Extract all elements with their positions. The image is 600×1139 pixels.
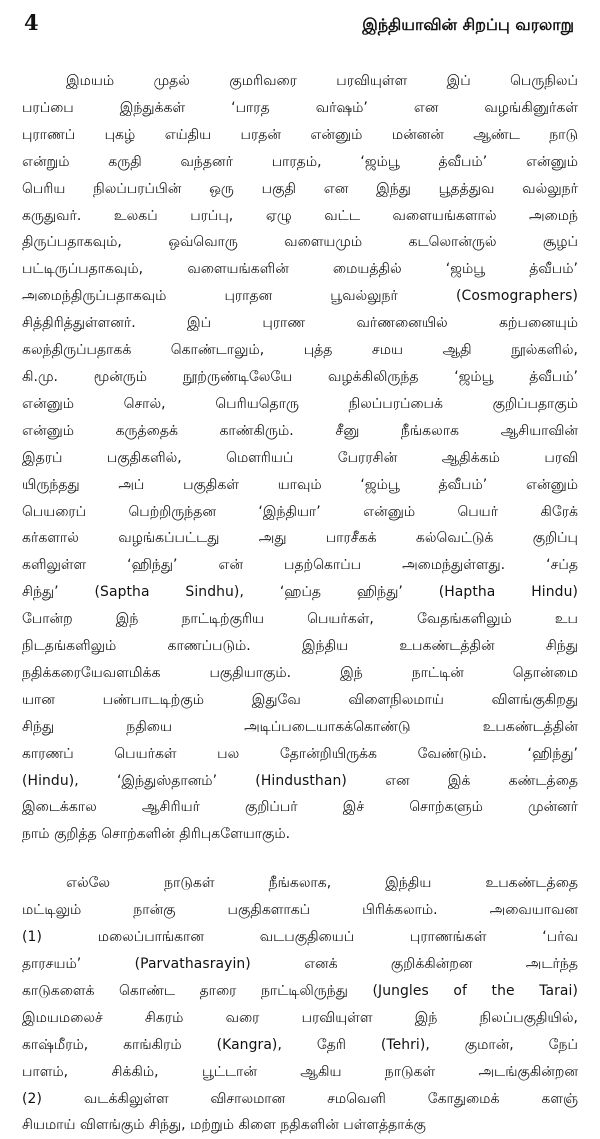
text-line: காடுகளைக் கொண்ட தாரை நாட்டிலிருந்து (Jungles of the Tarai) xyxy=(22,982,578,999)
text-line: (2) வடக்கிலுள்ள விசாலமான சமவெளி கோதுமைக் களஞ் xyxy=(22,1090,578,1107)
text-line: கி.மு. மூன்ரும் நூற்ருண்டிலேயே வழக்கிலிருந்த ‘ஜம்பூ த்வீபம்’ xyxy=(22,368,578,385)
text-line: இமயம் முதல் குமரிவரை பரவியுள்ள இப் பெருநிலப் xyxy=(66,73,578,89)
text-line: நாம் குறித்த சொற்களின் திரிபுகளேயாகும். xyxy=(22,826,291,843)
text-line: களிலுள்ள ‘ஹிந்து’ என் பதற்கொப்ப அமைந்துள்ளது. ‘சப்த xyxy=(22,557,578,574)
text-line: கர்களால் வழங்கப்பட்டது அது பாரசீகக் கல்வெட்டுக் குறிப்பு xyxy=(22,530,578,547)
text-line: புராணப் புகழ் எய்திய பரதன் என்னும் மன்னன் ஆண்ட நாடு xyxy=(22,126,578,143)
text-line: மட்டிலும் நான்கு பகுதிகளாகப் பிரிக்கலாம். அவையாவன xyxy=(22,902,578,919)
paragraph xyxy=(22,870,578,1139)
text-line: என்னும் சொல், பெரியதொரு நிலப்பரப்பைக் குறிப்பதாகும் xyxy=(22,395,578,412)
text-line: இதரப் பகுதிகளில், மௌரியப் பேரரசின் ஆதிக்கம் பரவி xyxy=(22,449,578,466)
page-number: 4 xyxy=(24,10,39,35)
text-line: சித்திரித்துள்ளனர். இப் புராண வர்ணனையில் கற்பனையும் xyxy=(22,315,578,332)
text-line: பெரிய நிலப்பரப்பின் ஒரு பகுதி என இந்து பூதத்துவ வல்லுநர் xyxy=(22,180,578,197)
text-line: பட்டிருப்பதாகவும், வளையங்களின் மையத்தில் ‘ஜம்பூ த்வீபம்’ xyxy=(22,261,578,278)
text-line: நிடதங்களிலும் காணப்படும். இந்திய உபகண்டத்தின் சிந்து xyxy=(22,638,578,655)
text-line: சிந்து’ (Saptha Sindhu), ‘ஹப்த ஹிந்து’ (Haptha Hindu) xyxy=(22,584,578,601)
text-line: நதிக்கரையேவளமிக்க பகுதியாகும். இந் நாட்டின் தொன்மை xyxy=(22,664,578,681)
text-line: சியமாய் விளங்கும் சிந்து, மற்றும் கிளை நதிகளின் பள்ளத்தாக்கு xyxy=(22,1117,426,1134)
text-line: யிருந்தது அப் பகுதிகள் யாவும் ‘ஜம்பூ த்வீபம்’ என்னும் xyxy=(22,476,578,493)
page-header xyxy=(22,10,578,40)
text-line: (1) மலைப்பாங்கான வடபகுதியைப் புராணங்கள் ‘பர்வ xyxy=(22,929,578,946)
text-line: திருப்பதாகவும், ஒவ்வொரு வளையமும் கடலொன்ருல் சூழப் xyxy=(22,234,578,251)
text-line: என்னும் கருத்தைக் காண்கிரும். சீனு நீங்கலாக ஆசியாவின் xyxy=(22,422,578,439)
text-line: சிந்து நதியை அடிப்படையாகக்கொண்டு உபகண்டத்தின் xyxy=(22,718,578,735)
paragraph xyxy=(22,68,578,848)
text-line: என்றும் கருதி வந்தனர் பாரதம், ‘ஜம்பூ த்வீபம்’ என்னும் xyxy=(22,153,578,170)
text-line: (Hindu), ‘இந்துஸ்தானம்’ (Hindusthan) என இக் கண்டத்தை xyxy=(22,772,578,789)
text-line: பெயரைப் பெற்றிருந்தன ‘இந்தியா’ என்னும் பெயர் கிரேக் xyxy=(22,503,578,520)
text-line: காரணப் பெயர்கள் பல தோன்றியிருக்க வேண்டும். ‘ஹிந்து’ xyxy=(22,745,578,762)
text-line: இடைக்கால ஆசிரியர் குறிப்பர் இச் சொற்களும் முன்னர் xyxy=(22,799,578,816)
text-line: எல்லே நாடுகள் நீங்கலாக, இந்திய உபகண்டத்தை xyxy=(66,875,578,892)
running-title: இந்தியாவின் சிறப்பு வரலாறு xyxy=(362,15,574,34)
text-line: காஷ்மீரம், காங்கிரம் (Kangra), தேரி (Tehri), குமான், நேப் xyxy=(22,1036,578,1053)
text-line: அமைந்திருப்பதாகவும் புராதன பூவல்லுநர் (Cosmographers) xyxy=(22,288,578,305)
text-line: பாளம், சிக்கிம், பூட்டான் ஆகிய நாடுகள் அடங்குகின்றன xyxy=(22,1063,578,1080)
text-line: கருதுவர். உலகப் பரப்பு, ஏழு வட்ட வளையங்களால் அமைந் xyxy=(22,207,578,224)
text-line: கலந்திருப்பதாகக் கொண்டாலும், புத்த சமய ஆதி நூல்களில், xyxy=(22,342,578,359)
text-line: யான பண்பாடடிற்கும் இதுவே விளைநிலமாய் விளங்குகிறது xyxy=(22,691,578,708)
text-line: இமயமலைச் சிகரம் வரை பரவியுள்ள இந் நிலப்பகுதியில், xyxy=(22,1009,578,1026)
text-line: பரப்பை இந்துக்கள் ‘பாரத வர்ஷம்’ என வழங்கினுர்கள் xyxy=(22,99,578,116)
text-line: போன்ற இந் நாட்டிற்குரிய பெயர்கள், வேதங்களிலும் உப xyxy=(22,611,578,628)
text-line: தாரசயம்’ (Parvathasrayin) எனக் குறிக்கின்றன அடர்ந்த xyxy=(22,956,578,972)
